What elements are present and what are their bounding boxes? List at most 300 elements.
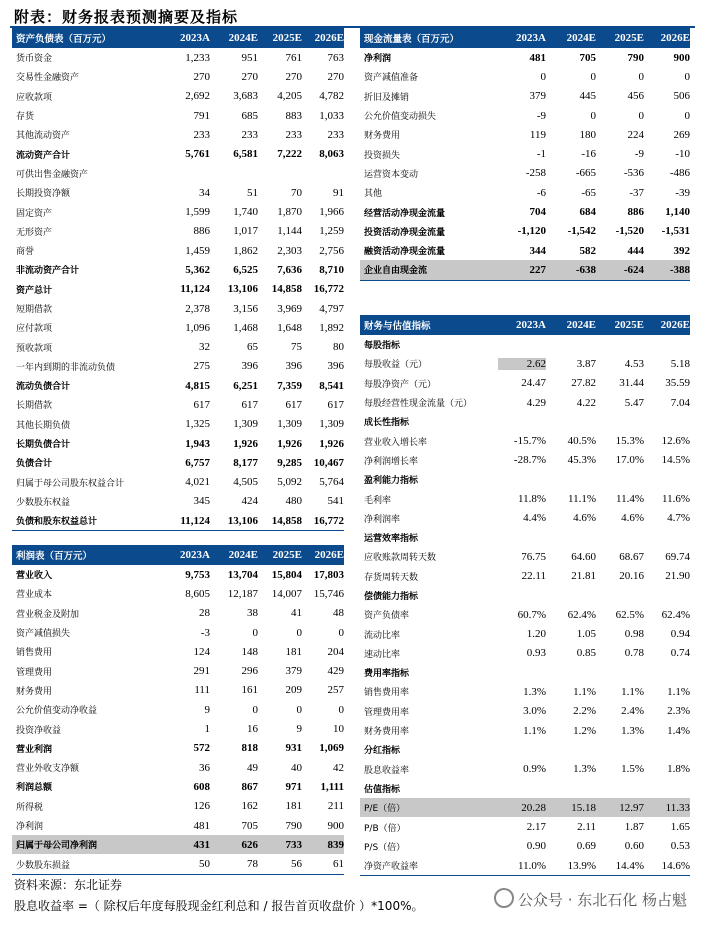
- cell-value: 3,156: [233, 302, 258, 315]
- row-label: 成长性指标: [364, 418, 410, 429]
- cell-value: 56: [291, 858, 302, 871]
- cell-value: 51: [247, 186, 258, 199]
- cell-value: -1,520: [615, 225, 644, 238]
- row-label: 费用率指标: [364, 669, 410, 680]
- cell-value: 233: [285, 128, 302, 141]
- cell-value: 4,797: [319, 302, 344, 315]
- cell-value: 31.44: [619, 377, 644, 390]
- row-label: 管理费用: [16, 667, 53, 678]
- row-label: 每股收益（元）: [364, 360, 428, 371]
- cell-value: 2,756: [319, 244, 344, 257]
- table-row: [360, 856, 690, 876]
- wechat-icon: [494, 888, 514, 908]
- cell-value: 763: [327, 51, 344, 64]
- cell-value: 8,541: [319, 379, 344, 392]
- cell-value: 0: [296, 703, 302, 716]
- table-header: [360, 315, 690, 335]
- cell-value: 12.97: [619, 801, 644, 814]
- row-label: 偿债能力指标: [364, 592, 419, 602]
- table-row: [12, 357, 344, 376]
- cell-value: 2.4%: [621, 705, 644, 718]
- cell-value: 1,033: [319, 109, 344, 122]
- cell-value: 11,124: [180, 283, 210, 296]
- cell-value: 6,525: [233, 263, 258, 276]
- cell-value: -65: [581, 186, 596, 199]
- cell-value: 8,605: [185, 587, 210, 600]
- cell-value: 1.05: [576, 628, 596, 641]
- cell-value: 49: [247, 761, 258, 774]
- cell-value: 42: [333, 761, 344, 774]
- row-label: 管理费用率: [364, 707, 410, 718]
- row-label: 营业收入: [16, 571, 53, 582]
- table-row: [12, 584, 344, 603]
- row-label: 应付款项: [16, 324, 53, 335]
- cell-value: 1,926: [319, 437, 344, 450]
- cell-value: 68.67: [619, 550, 644, 563]
- row-label: 财务费用率: [364, 727, 410, 738]
- cell-value: 13,106: [227, 283, 258, 296]
- table-row: [360, 87, 690, 106]
- row-label: 营业税金及附加: [16, 609, 80, 620]
- cell-value: -258: [525, 167, 546, 180]
- cell-value: 705: [241, 819, 258, 832]
- cell-value: 2.17: [526, 821, 546, 834]
- row-label: 营业利润: [16, 744, 53, 755]
- table-row: [360, 470, 690, 489]
- table-row: [360, 644, 690, 663]
- table-row: [12, 337, 344, 356]
- cell-value: 11.33: [665, 801, 690, 814]
- row-label: 资产负债率: [364, 611, 410, 622]
- year-header: 2026E: [314, 32, 344, 44]
- cell-value: 6,581: [233, 148, 258, 161]
- cell-value: 211: [327, 800, 344, 813]
- cell-value: 78: [247, 858, 258, 871]
- row-label: 财务费用: [16, 686, 53, 697]
- cell-value: 761: [285, 51, 302, 64]
- cell-value: -6: [536, 186, 546, 199]
- cell-value: 506: [673, 90, 690, 103]
- cell-value: 270: [285, 70, 302, 83]
- row-label: 流动比率: [364, 630, 401, 641]
- cell-value: 36: [199, 761, 210, 774]
- cell-value: 65: [247, 341, 258, 354]
- row-label: 营业收入增长率: [364, 437, 428, 448]
- row-label: 运营效率指标: [364, 534, 419, 545]
- income-statement-table: [12, 545, 344, 875]
- year-header: 2024E: [566, 32, 596, 44]
- cell-value: 582: [579, 244, 596, 257]
- row-label: 融资活动净现金流量: [364, 247, 446, 258]
- cell-value: 233: [193, 128, 210, 141]
- cell-value: 20.16: [619, 570, 644, 583]
- cell-value: 1,325: [185, 418, 210, 431]
- page-title: 附表：财务报表预测摘要及指标: [14, 8, 239, 26]
- cell-value: 275: [193, 360, 210, 373]
- table-row: [12, 797, 344, 816]
- year-header: 2023A: [180, 32, 210, 44]
- row-label: 经营活动净现金流量: [364, 208, 446, 219]
- cell-value: 60.7%: [517, 608, 546, 621]
- row-label: 利润总额: [16, 783, 53, 794]
- year-header: 2025E: [614, 319, 644, 331]
- cell-value: 0: [684, 70, 690, 83]
- cell-value: -1,531: [661, 225, 690, 238]
- row-label: 估值指标: [364, 784, 401, 795]
- balance-sheet-table: [12, 28, 344, 531]
- cell-value: 9: [204, 703, 210, 716]
- cell-value: 1,468: [233, 321, 258, 334]
- table-row: [12, 511, 344, 531]
- cell-value: 34: [199, 186, 210, 199]
- ratios-table: [360, 315, 690, 876]
- cell-value: -9: [634, 148, 644, 161]
- cell-value: 1,144: [277, 225, 302, 238]
- cell-value: 6,251: [233, 379, 258, 392]
- cell-value: 392: [673, 244, 690, 257]
- cell-value: 17,803: [313, 568, 344, 581]
- cell-value: 1,017: [233, 225, 258, 238]
- cell-value: 1,926: [233, 437, 258, 450]
- cell-value: -37: [629, 186, 644, 199]
- cell-value: 180: [579, 128, 596, 141]
- cell-value: 3,969: [277, 302, 302, 315]
- cell-value: 181: [285, 645, 302, 658]
- cell-value: 1.3%: [621, 724, 644, 737]
- cell-value: 2.3%: [667, 705, 690, 718]
- cell-value: 270: [241, 70, 258, 83]
- row-label: 销售费用率: [364, 688, 410, 699]
- cell-value: 424: [241, 495, 258, 508]
- cell-value: 12.6%: [661, 435, 690, 448]
- table-row: [360, 586, 690, 605]
- cell-value: 1,943: [185, 437, 210, 450]
- row-label: 短期借款: [16, 305, 53, 315]
- cell-value: 17.0%: [615, 454, 644, 467]
- cell-value: 62.4%: [661, 608, 690, 621]
- table-row: [360, 702, 690, 721]
- row-label: 投资活动净现金流量: [364, 227, 446, 238]
- table-row: [12, 318, 344, 337]
- cell-value: 257: [327, 684, 344, 697]
- cell-value: 0: [638, 109, 644, 122]
- cell-value: 9,753: [185, 568, 210, 581]
- row-label: 少数股东损益: [16, 860, 71, 871]
- cell-value: 396: [241, 360, 258, 373]
- cell-value: 14,858: [271, 283, 302, 296]
- cell-value: 456: [627, 90, 644, 103]
- cell-value: 1.3%: [523, 685, 546, 698]
- cell-value: 7,359: [277, 379, 302, 392]
- table-row: [360, 567, 690, 586]
- cell-value: 1.3%: [573, 763, 596, 776]
- table-row: [360, 624, 690, 643]
- row-label: 财务费用: [364, 131, 401, 142]
- row-label: 折旧及摊销: [364, 92, 410, 103]
- table-row: [12, 299, 344, 318]
- cell-value: 0.69: [576, 840, 596, 853]
- cell-value: 227: [529, 263, 546, 276]
- cell-value: 886: [627, 206, 644, 219]
- row-label: 资产总计: [16, 285, 53, 296]
- cell-value: 617: [327, 398, 344, 411]
- table-row: [360, 431, 690, 450]
- cell-value: 162: [241, 800, 258, 813]
- table-row: [12, 87, 344, 106]
- table-row: [12, 106, 344, 125]
- table-row: [360, 740, 690, 759]
- cell-value: 1.1%: [621, 685, 644, 698]
- cell-value: 13.9%: [567, 859, 596, 872]
- table-row: [12, 241, 344, 260]
- row-label: 净资产收益率: [364, 862, 419, 873]
- cell-value: 886: [193, 225, 210, 238]
- cell-value: 5,362: [185, 263, 210, 276]
- table-row: [360, 144, 690, 163]
- table-row: [12, 835, 344, 854]
- cell-value: 14.6%: [661, 859, 690, 872]
- cell-value: 24.47: [521, 377, 546, 390]
- row-label: 货币资金: [16, 54, 53, 65]
- table-row: [12, 777, 344, 796]
- cell-value: 91: [333, 186, 344, 199]
- cell-value: 0.74: [670, 647, 690, 660]
- row-label: 毛利率: [364, 495, 392, 506]
- row-label: 每股经营性现金流量（元）: [364, 399, 473, 410]
- cell-value: 951: [241, 51, 258, 64]
- cell-value: 7,636: [277, 263, 302, 276]
- row-label: 净利润率: [364, 514, 401, 525]
- cell-value: 41: [291, 607, 302, 620]
- table-row: [12, 125, 344, 144]
- cell-value: -624: [623, 263, 644, 276]
- cell-value: 3,683: [233, 90, 258, 103]
- cell-value: 80: [333, 341, 344, 354]
- cell-value: 15,746: [313, 587, 344, 600]
- cell-value: -388: [669, 263, 690, 276]
- cell-value: 20.28: [521, 801, 546, 814]
- dividend-formula-note: 股息收益率 =（ 除权后年度每股现金红利总和 / 报告首页收盘价 ）*100%。: [14, 899, 424, 913]
- cell-value: 818: [241, 742, 258, 755]
- cell-value: 1,648: [277, 321, 302, 334]
- table-row: [360, 164, 690, 183]
- cell-value: 8,177: [233, 456, 258, 469]
- table-header-label: 财务与估值指标: [364, 321, 431, 332]
- cell-value: 75: [291, 341, 302, 354]
- cell-value: 40: [291, 761, 302, 774]
- row-label: 负债合计: [16, 459, 53, 470]
- cell-value: 0: [638, 70, 644, 83]
- row-label: 营业外收支净额: [16, 764, 80, 775]
- cell-value: 62.5%: [615, 608, 644, 621]
- cell-value: -1,542: [567, 225, 596, 238]
- cell-value: 1,309: [277, 418, 302, 431]
- cell-value: 69.74: [665, 550, 690, 563]
- row-label: 归属于母公司净利润: [16, 841, 98, 852]
- cell-value: 0: [684, 109, 690, 122]
- cell-value: 27.82: [571, 377, 596, 390]
- year-header: 2025E: [272, 549, 302, 561]
- cell-value: 16,772: [313, 283, 344, 296]
- cell-value: 883: [285, 109, 302, 122]
- cell-value: 1,111: [320, 780, 344, 793]
- cell-value: -15.7%: [513, 435, 546, 448]
- cell-value: 608: [193, 780, 210, 793]
- cell-value: 3.0%: [523, 705, 546, 718]
- cell-value: 0.85: [576, 647, 596, 660]
- row-label: 非流动资产合计: [16, 266, 80, 277]
- cell-value: 617: [285, 398, 302, 411]
- cell-value: 61: [333, 858, 344, 871]
- row-label: 公允价值变动损失: [364, 112, 437, 123]
- cell-value: 931: [285, 742, 302, 755]
- year-header: 2023A: [516, 32, 546, 44]
- cell-value: 50: [199, 858, 210, 871]
- row-label: 负债和股东权益总计: [16, 517, 98, 528]
- year-header: 2025E: [614, 32, 644, 44]
- row-label: 其他流动资产: [16, 131, 71, 142]
- source-note: 资料来源：东北证券: [14, 878, 123, 892]
- cell-value: 0: [338, 626, 344, 639]
- cell-value: 1,309: [319, 418, 344, 431]
- row-label: 归属于母公司股东权益合计: [16, 478, 125, 489]
- cell-value: -536: [623, 167, 644, 180]
- cell-value: 76.75: [521, 550, 546, 563]
- cell-value: 2.11: [577, 821, 596, 834]
- cell-value: -486: [669, 167, 690, 180]
- cell-value: 0: [252, 703, 258, 716]
- cell-value: 2,378: [185, 302, 210, 315]
- cell-value: 1,259: [319, 225, 344, 238]
- table-row: [12, 473, 344, 492]
- cell-value: 445: [579, 90, 596, 103]
- table-row: [12, 623, 344, 642]
- cell-value: 1,309: [233, 418, 258, 431]
- cell-value: 4.22: [576, 396, 596, 409]
- cell-value: 1,740: [233, 206, 258, 219]
- table-row: [12, 67, 344, 86]
- row-label: 固定资产: [16, 208, 53, 219]
- table-row: [360, 663, 690, 682]
- cell-value: 62.4%: [567, 608, 596, 621]
- cell-value: 124: [193, 645, 210, 658]
- row-label: 交易性金融资产: [16, 73, 80, 84]
- cell-value: 1.87: [624, 821, 644, 834]
- row-label: 流动资产合计: [16, 150, 71, 161]
- year-header: 2024E: [228, 549, 258, 561]
- table-row: [12, 719, 344, 738]
- cell-value: 224: [627, 128, 644, 141]
- table-row: [12, 376, 344, 395]
- table-row: [12, 739, 344, 758]
- table-header-label: 资产负债表（百万元）: [16, 34, 112, 45]
- cell-value: 0.9%: [523, 763, 546, 776]
- cell-value: 0.98: [624, 628, 644, 641]
- table-row: [360, 335, 690, 354]
- cell-value: 204: [327, 645, 344, 658]
- year-header: 2023A: [180, 549, 210, 561]
- year-header: 2025E: [272, 32, 302, 44]
- table-row: [12, 681, 344, 700]
- row-label: 应收款项: [16, 92, 53, 103]
- cell-value: 1.1%: [667, 685, 690, 698]
- cell-value: 14.5%: [661, 454, 690, 467]
- cell-value: 1.8%: [667, 763, 690, 776]
- table-row: [12, 164, 344, 183]
- cell-value: 481: [529, 51, 546, 64]
- row-label: 无形资产: [16, 227, 53, 238]
- cell-value: 704: [529, 206, 546, 219]
- cell-value: 4,505: [233, 476, 258, 489]
- cell-value: -10: [675, 148, 690, 161]
- cell-value: 1,870: [277, 206, 302, 219]
- cell-value: 0.53: [670, 840, 690, 853]
- year-header: 2026E: [660, 319, 690, 331]
- cell-value: 4,815: [185, 379, 210, 392]
- table-header: [12, 28, 344, 48]
- cell-value: 1,599: [185, 206, 210, 219]
- table-row: [12, 758, 344, 777]
- cell-value: 1.20: [526, 628, 546, 641]
- table-row: [12, 604, 344, 623]
- cell-value: 685: [241, 109, 258, 122]
- cell-value: 1,862: [233, 244, 258, 257]
- cell-value: 4.7%: [667, 512, 690, 525]
- cell-value: 4,021: [185, 476, 210, 489]
- row-label: 净利润: [364, 54, 392, 65]
- cell-value: 379: [529, 90, 546, 103]
- year-header: 2026E: [660, 32, 690, 44]
- cell-value: 2.62: [498, 358, 546, 370]
- row-label: 股息收益率: [364, 765, 410, 776]
- row-label: 预收款项: [16, 343, 53, 354]
- cell-value: 1.65: [670, 821, 690, 834]
- cell-value: 396: [285, 360, 302, 373]
- cell-value: 40.5%: [567, 435, 596, 448]
- cell-value: 148: [241, 645, 258, 658]
- table-row: [12, 642, 344, 661]
- row-label: 分红指标: [364, 746, 401, 757]
- year-header: 2024E: [228, 32, 258, 44]
- cell-value: 790: [285, 819, 302, 832]
- cell-value: 13,704: [227, 568, 258, 581]
- cell-value: -39: [675, 186, 690, 199]
- cell-value: 900: [673, 51, 690, 64]
- table-row: [12, 183, 344, 202]
- table-row: [12, 395, 344, 414]
- row-label: 营业成本: [16, 590, 53, 601]
- cell-value: -1,120: [517, 225, 546, 238]
- cell-value: 7,222: [277, 148, 302, 161]
- cell-value: 0: [252, 626, 258, 639]
- cell-value: 291: [193, 665, 210, 678]
- cell-value: 5.18: [670, 357, 690, 370]
- cell-value: 70: [291, 186, 302, 199]
- cell-value: 0: [590, 109, 596, 122]
- cell-value: 269: [673, 128, 690, 141]
- cell-value: 733: [285, 838, 302, 851]
- cell-value: 0.94: [670, 628, 690, 641]
- table-row: [360, 451, 690, 470]
- row-label: 每股指标: [364, 341, 401, 352]
- cell-value: 541: [327, 495, 344, 508]
- table-row: [360, 125, 690, 144]
- table-row: [360, 260, 690, 280]
- cell-value: 11.8%: [517, 493, 546, 506]
- row-label: 可供出售金融资产: [16, 169, 89, 180]
- row-label: 所得税: [16, 802, 44, 813]
- cell-value: 1.1%: [573, 685, 596, 698]
